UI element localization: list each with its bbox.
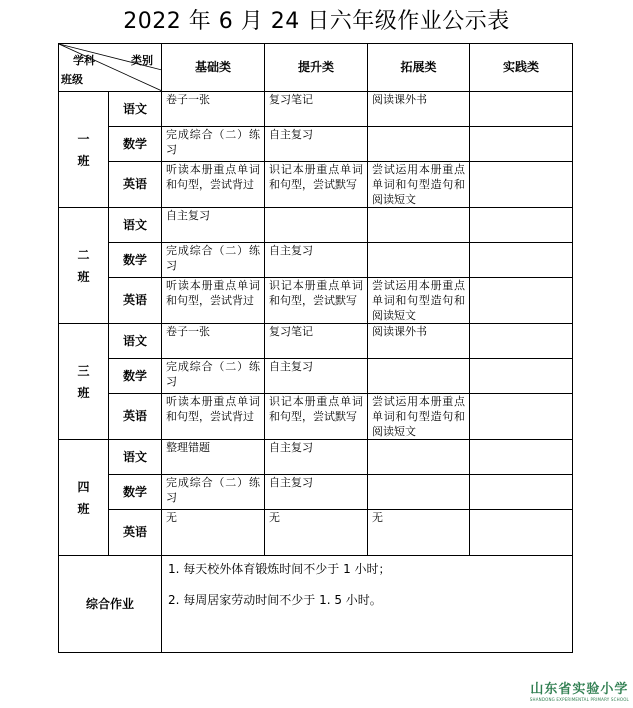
homework-cell: 自主复习 (265, 127, 368, 162)
homework-cell (470, 278, 573, 324)
homework-cell (470, 324, 573, 359)
class-name-char: 三 (77, 363, 90, 378)
table-row (59, 510, 573, 556)
summary-content (162, 556, 573, 653)
corner-subject-label: 学科 (73, 54, 95, 67)
homework-table (58, 43, 573, 653)
column-header-extend: 拓展类 (368, 44, 470, 92)
subject-cell: 语文 (109, 208, 162, 243)
subject-cell: 英语 (109, 394, 162, 440)
subject-cell: 数学 (109, 359, 162, 394)
table-row (59, 243, 573, 278)
homework-cell: 自主复习 (265, 243, 368, 278)
subject-cell: 语文 (109, 440, 162, 475)
homework-cell: 整理错题 (162, 440, 265, 475)
table-row (59, 359, 573, 394)
table-row (59, 208, 573, 243)
homework-cell: 听读本册重点单词和句型，尝试背过 (162, 394, 265, 440)
class-name-char: 班 (77, 385, 90, 400)
homework-cell: 卷子一张 (162, 324, 265, 359)
class-name-char: 一 (77, 131, 90, 146)
homework-cell (470, 92, 573, 127)
homework-cell: 无 (162, 510, 265, 556)
homework-cell (368, 127, 470, 162)
homework-cell (470, 394, 573, 440)
homework-cell: 识记本册重点单词和句型，尝试默写 (265, 162, 368, 208)
homework-cell: 无 (265, 510, 368, 556)
homework-cell: 尝试运用本册重点单词和句型造句和阅读短文 (368, 394, 470, 440)
subject-cell: 英语 (109, 510, 162, 556)
corner-header-cell (59, 44, 162, 92)
homework-cell: 自主复习 (162, 208, 265, 243)
homework-cell: 听读本册重点单词和句型，尝试背过 (162, 278, 265, 324)
class-name-cell (59, 208, 109, 324)
table-row (59, 127, 573, 162)
subject-cell: 数学 (109, 127, 162, 162)
homework-cell: 识记本册重点单词和句型，尝试默写 (265, 278, 368, 324)
class-name-cell (59, 324, 109, 440)
header-row (59, 44, 573, 92)
homework-cell (368, 208, 470, 243)
homework-cell: 尝试运用本册重点单词和句型造句和阅读短文 (368, 278, 470, 324)
table-row (59, 324, 573, 359)
page-title: 2022 年 6 月 24 日六年级作业公示表 (123, 9, 510, 34)
corner-category-label: 类别 (131, 54, 153, 67)
summary-line: 2. 每周居家劳动时间不少于 1. 5 小时。 (168, 593, 382, 607)
homework-cell (470, 243, 573, 278)
homework-cell (470, 162, 573, 208)
summary-label: 综合作业 (59, 556, 162, 653)
subject-cell: 语文 (109, 92, 162, 127)
homework-cell (470, 208, 573, 243)
table-row (59, 475, 573, 510)
subject-cell: 英语 (109, 278, 162, 324)
homework-cell (265, 208, 368, 243)
subject-cell: 数学 (109, 475, 162, 510)
table-row (59, 440, 573, 475)
school-logo-name: 山东省实验小学 (530, 682, 629, 697)
homework-cell: 完成综合（二）练习 (162, 475, 265, 510)
class-name-char: 班 (77, 269, 90, 284)
homework-cell (470, 510, 573, 556)
summary-line: 1. 每天校外体育锻炼时间不少于 1 小时； (168, 562, 391, 576)
homework-cell (470, 475, 573, 510)
subject-cell: 英语 (109, 162, 162, 208)
class-name-cell (59, 440, 109, 556)
homework-cell (368, 440, 470, 475)
homework-cell (368, 243, 470, 278)
homework-cell: 自主复习 (265, 440, 368, 475)
homework-cell: 完成综合（二）练习 (162, 359, 265, 394)
homework-cell: 自主复习 (265, 359, 368, 394)
class-name-char: 二 (77, 247, 90, 262)
subject-cell: 数学 (109, 243, 162, 278)
column-header-practice: 实践类 (470, 44, 573, 92)
table-row (59, 394, 573, 440)
summary-row (59, 556, 573, 653)
homework-cell: 阅读课外书 (368, 324, 470, 359)
school-logo-subtitle: SHANDONG EXPERIMENTAL PRIMARY SCHOOL (529, 697, 629, 702)
homework-cell: 无 (368, 510, 470, 556)
homework-cell: 完成综合（二）练习 (162, 127, 265, 162)
homework-cell: 尝试运用本册重点单词和句型造句和阅读短文 (368, 162, 470, 208)
school-logo (530, 678, 629, 702)
class-name-char: 四 (77, 479, 90, 494)
table-row (59, 162, 573, 208)
homework-cell (368, 359, 470, 394)
column-header-basic: 基础类 (162, 44, 265, 92)
column-header-improve: 提升类 (265, 44, 368, 92)
homework-cell: 复习笔记 (265, 324, 368, 359)
class-name-char: 班 (77, 501, 90, 516)
class-name-cell (59, 92, 109, 208)
homework-cell (470, 359, 573, 394)
homework-cell (470, 440, 573, 475)
corner-class-label: 班级 (61, 73, 83, 86)
homework-cell (368, 475, 470, 510)
class-name-char: 班 (77, 153, 90, 168)
subject-cell: 语文 (109, 324, 162, 359)
homework-cell (470, 127, 573, 162)
homework-cell: 识记本册重点单词和句型，尝试默写 (265, 394, 368, 440)
table-row (59, 92, 573, 127)
homework-cell: 听读本册重点单词和句型，尝试背过 (162, 162, 265, 208)
homework-cell: 卷子一张 (162, 92, 265, 127)
homework-cell: 完成综合（二）练习 (162, 243, 265, 278)
table-row (59, 278, 573, 324)
homework-cell: 自主复习 (265, 475, 368, 510)
homework-cell: 复习笔记 (265, 92, 368, 127)
homework-cell: 阅读课外书 (368, 92, 470, 127)
